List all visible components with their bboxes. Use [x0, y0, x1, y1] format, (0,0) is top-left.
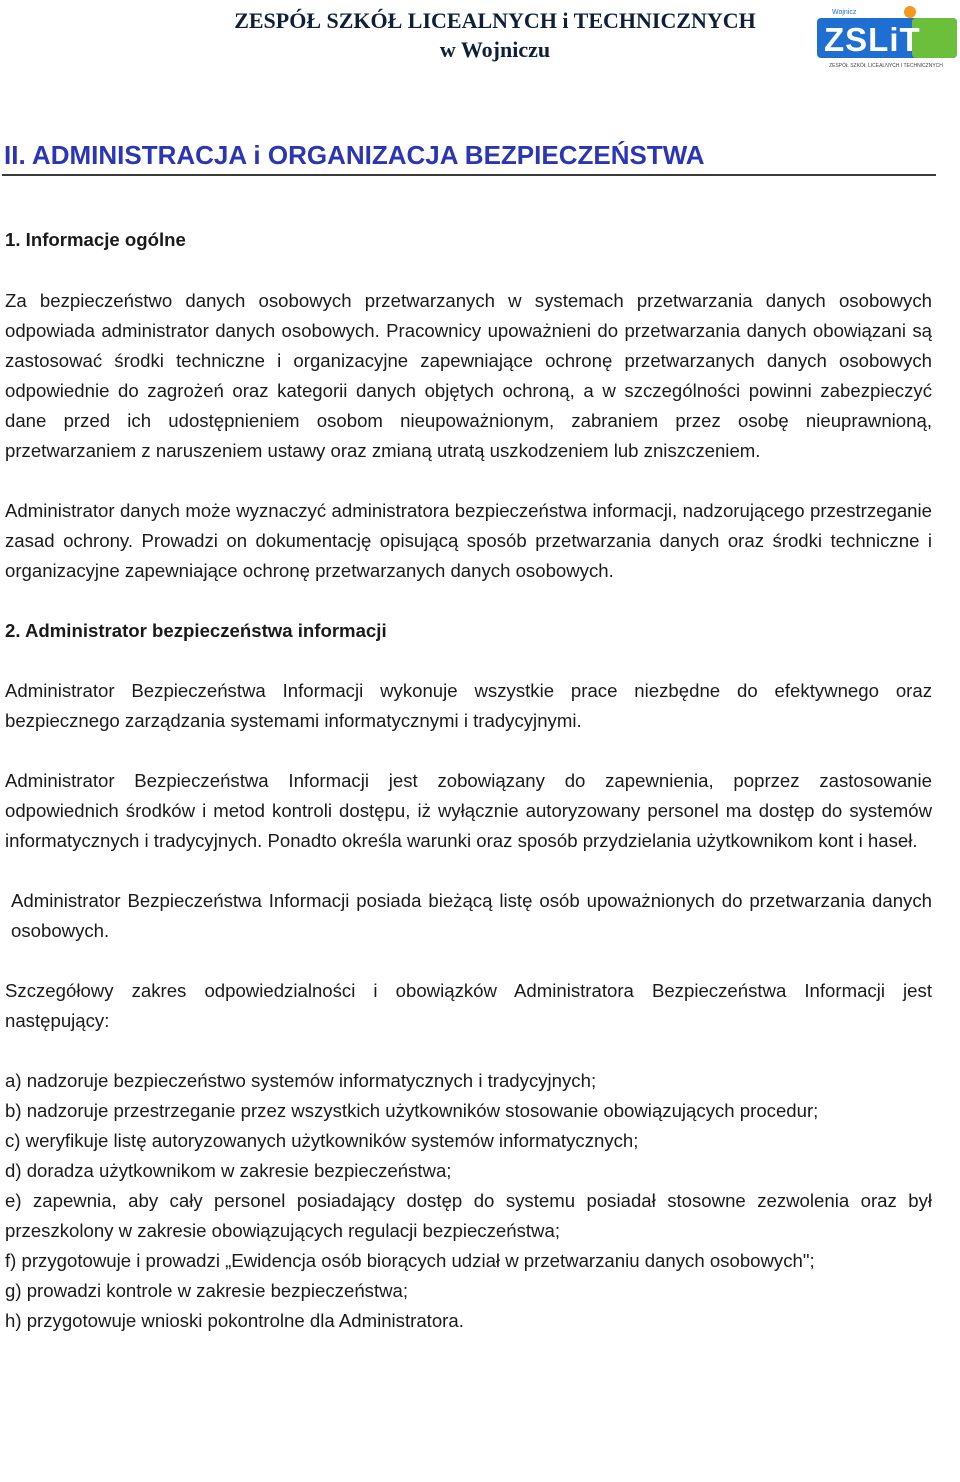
list-item: h) przygotowuje wnioski pokontrolne dla Administratora. [5, 1310, 464, 1331]
list-item: g) prowadzi kontrole w zakresie bezpieczeństwa; [5, 1280, 409, 1301]
document-body [5, 225, 932, 1336]
logo-wordmark: ZSLiT [824, 21, 921, 58]
paragraph-detailed-scope: Szczegółowy zakres odpowiedzialności i obowiązków Administratora Bezpieczeństwa Informacji jest następujący: [5, 980, 932, 1031]
list-item: b) nadzoruje przestrzeganie przez wszystkich użytkowników stosowanie obowiązujących procedur; [5, 1100, 819, 1121]
zslit-logo [812, 2, 960, 70]
list-item: e) zapewnia, aby cały personel posiadający dostęp do systemu posiadał stosowne zezwolenia oraz był przeszkolony w zakresie obowiązujących regulacji bezpieczeństwa; [5, 1190, 932, 1241]
list-item: f) przygotowuje i prowadzi „Ewidencja osób biorących udział w przetwarzaniu danych osobowych"; [5, 1250, 815, 1271]
list-item: a) nadzoruje bezpieczeństwo systemów informatycznych i tradycyjnych; [5, 1070, 597, 1091]
heading-security-administrator: 2. Administrator bezpieczeństwa informacji [5, 620, 387, 641]
logo-dot [904, 6, 916, 18]
logo-small-top: Wojnicz [832, 9, 857, 16]
paragraph-abi-list: Administrator Bezpieczeństwa Informacji posiada bieżącą listę osób upoważnionych do przetwarzania danych osobowych. [11, 890, 932, 941]
paragraph-abi-duties: Administrator Bezpieczeństwa Informacji wykonuje wszystkie prace niezbędne do efektywnego oraz bezpiecznego zarządzania systemami informatycznymi i tradycyjnymi. [5, 680, 932, 731]
list-item: c) weryfikuje listę autoryzowanych użytkowników systemów informatycznych; [5, 1130, 639, 1151]
logo-small-bottom: ZESPÓŁ SZKÓŁ LICEALNYCH I TECHNICZNYCH [829, 63, 943, 69]
school-name [150, 6, 840, 64]
title-underline [2, 174, 936, 176]
school-name-line-1: ZESPÓŁ SZKÓŁ LICEALNYCH i TECHNICZNYCH [234, 8, 756, 33]
heading-general-info: 1. Informacje ogólne [5, 229, 186, 250]
paragraph-abi-access-control: Administrator Bezpieczeństwa Informacji jest zobowiązany do zapewnienia, poprzez zastosowanie odpowiednich środków i metod kontroli dostępu, iż wyłącznie autoryzowany personel ma dostęp do systemów informatycznych i tradycyjnych. Ponadto określa warunki oraz sposób przydzielania użytkownikom kont i haseł. [5, 770, 932, 851]
list-item: d) doradza użytkownikom w zakresie bezpieczeństwa; [5, 1160, 452, 1181]
school-name-line-2: w Wojniczu [439, 37, 551, 62]
section-title: II. ADMINISTRACJA i ORGANIZACJA BEZPIECZEŃSTWA [4, 140, 705, 170]
page-header [0, 0, 960, 80]
paragraph-administrator-appointment: Administrator danych może wyznaczyć administratora bezpieczeństwa informacji, nadzorującego przestrzeganie zasad ochrony. Prowadzi on dokumentację opisującą sposób przetwarzania danych oraz środki techniczne i organizacyjne zapewniające ochronę przetwarzanych danych osobowych. [5, 500, 932, 581]
paragraph-responsibility: Za bezpieczeństwo danych osobowych przetwarzanych w systemach przetwarzania danych osobowych odpowiada administrator danych osobowych. Pracownicy upoważnieni do przetwarzania danych obowiązani są zastosować środki techniczne i organizacyjne zapewniające ochronę przetwarzanych danych osobowych odpowiednie do zagrożeń oraz kategorii danych objętych ochroną, a w szczególności powinni zabezpieczyć dane przed ich udostępnieniem osobom nieupoważnionym, zabraniem przez osobę nieuprawnioną, przetwarzaniem z naruszeniem ustawy oraz zmianą utratą uszkodzeniem lub zniszczeniem. [5, 290, 932, 461]
